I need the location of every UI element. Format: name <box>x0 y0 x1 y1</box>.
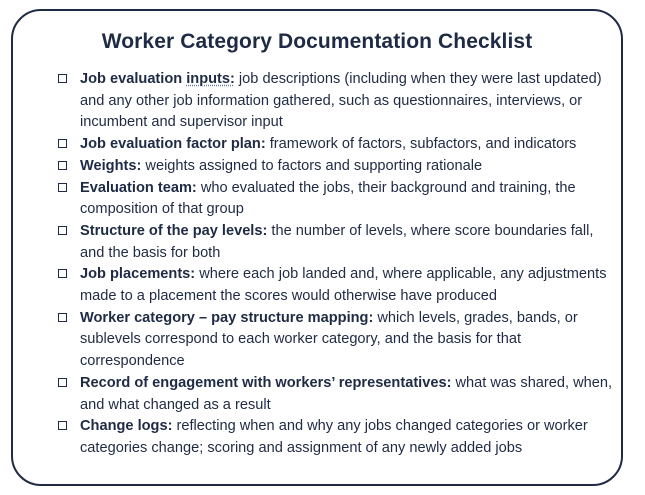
item-text: what was shared, when, and what changed as a result <box>80 374 613 413</box>
checklist-item-weights <box>55 156 613 178</box>
checklist-item-job-evaluation-inputs <box>55 69 613 134</box>
item-lead: Evaluation team: <box>80 179 197 196</box>
checklist-item-factor-plan <box>55 134 613 156</box>
item-text: reflecting when and why any jobs changed categories or worker categories change; scoring and assignment of any newly added jobs <box>80 418 588 456</box>
checklist-item-pay-structure-mapping <box>55 308 613 373</box>
item-lead: Job placements: <box>80 266 196 283</box>
checkbox-icon[interactable] <box>58 269 67 278</box>
checkbox-icon[interactable] <box>58 378 67 387</box>
page-title: Worker Category Documentation Checklist <box>101 30 533 53</box>
item-lead: Weights: <box>80 157 142 174</box>
item-text: who evaluated the jobs, their background and training, the composition of that group <box>80 179 576 218</box>
item-text: the number of levels, where score boundaries fall, and the basis for both <box>80 222 594 261</box>
checklist-item-pay-levels <box>55 221 613 264</box>
checkbox-icon[interactable] <box>58 313 67 322</box>
item-text: framework of factors, subfactors, and indicators <box>265 136 577 153</box>
checkbox-icon[interactable] <box>58 421 67 430</box>
item-lead: Record of engagement with workers’ representatives: <box>80 374 452 391</box>
checklist-item-change-logs <box>55 416 613 459</box>
checklist-card <box>11 9 623 486</box>
checkbox-icon[interactable] <box>58 139 67 148</box>
item-text: weights assigned to factors and supporting rationale <box>141 157 483 174</box>
checklist-item-job-placements <box>55 264 613 307</box>
item-lead-underlined: inputs: <box>186 71 235 87</box>
checklist <box>55 69 613 460</box>
checkbox-icon[interactable] <box>58 183 67 192</box>
checklist-item-evaluation-team <box>55 178 613 221</box>
item-lead: Job evaluation factor plan: <box>80 136 266 153</box>
item-text: where each job landed and, where applicable, any adjustments made to a placement the scores would otherwise have produced <box>80 266 607 305</box>
checkbox-icon[interactable] <box>58 74 67 83</box>
item-text: which levels, grades, bands, or sublevels correspond to each worker category, and the basis for that correspondence <box>80 309 578 370</box>
item-lead: Change logs: <box>80 418 173 435</box>
checklist-item-engagement-record <box>55 373 613 416</box>
item-lead: Job evaluation <box>80 71 187 87</box>
item-lead: Structure of the pay levels: <box>80 222 268 239</box>
item-text: job descriptions (including when they were last updated) and any other job information gathered, such as questionnaires, interviews, or incumbent and supervisor input <box>80 71 602 131</box>
item-lead: Worker category – pay structure mapping: <box>80 309 374 326</box>
checkbox-icon[interactable] <box>58 161 67 170</box>
checkbox-icon[interactable] <box>58 226 67 235</box>
